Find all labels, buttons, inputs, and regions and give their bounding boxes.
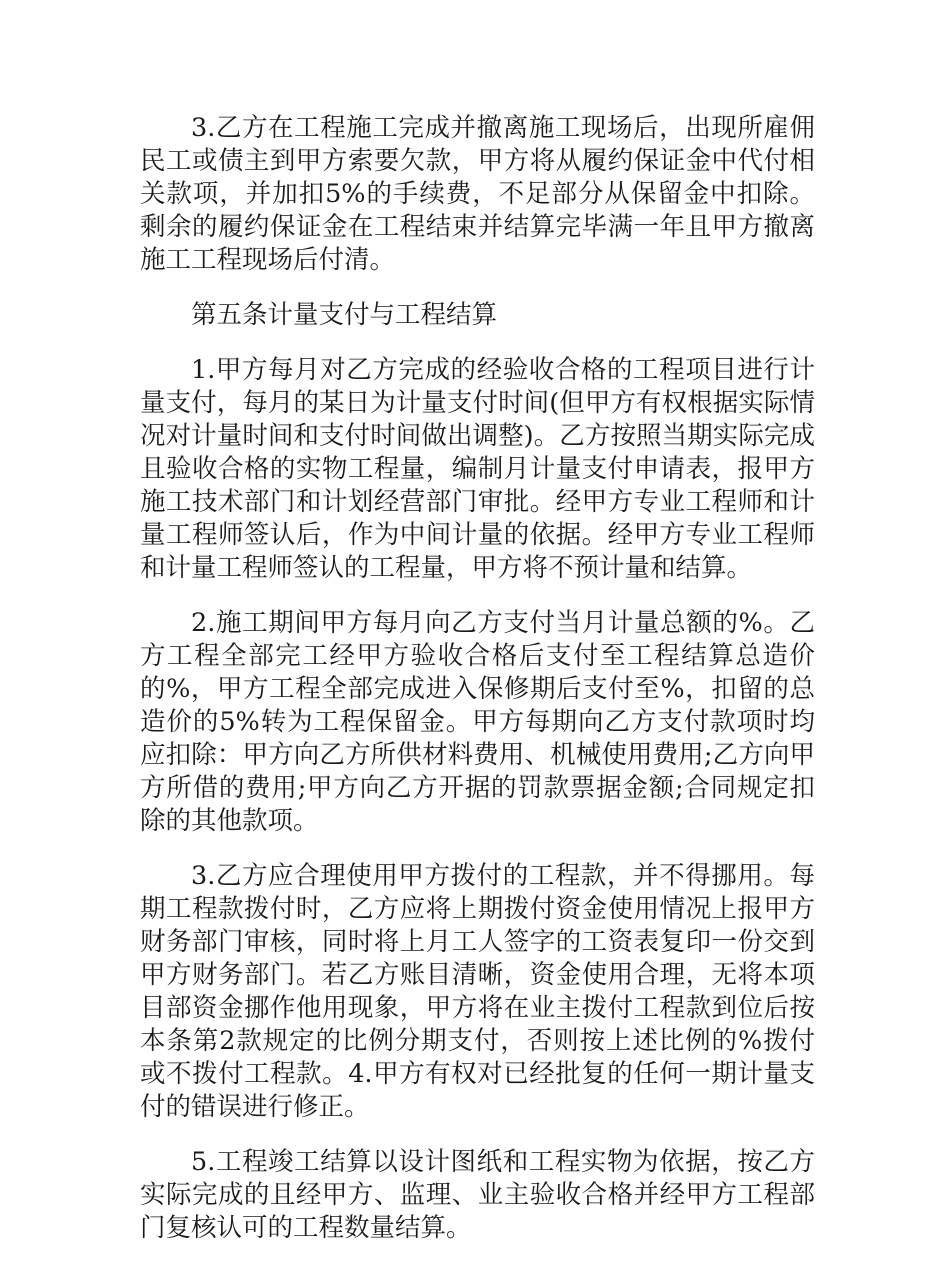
paragraph-clause-3-4-funds: 3.乙方应合理使用甲方拨付的工程款，并不得挪用。每期工程款拨付时，乙方应将上期拨付资金使用情况上报甲方财务部门审核，同时将上月工人签字的工资表复印一份交到甲方财务部门。若乙方账目清晰，资金使用合理，无将本项目部资金挪作他用现象，甲方将在业主拨付工程款到位后按本条第2款规定的比例分期支付，否则按上述比例的%拨付或不拨付工程款。4.甲方有权对已经批复的任何一期计量支付的错误进行修正。 xyxy=(140,861,815,1122)
paragraph-clause-1-measurement: 1.甲方每月对乙方完成的经验收合格的工程项目进行计量支付，每月的某日为计量支付时间(但甲方有权根据实际情况对计量时间和支付时间做出调整)。乙方按照当期实际完成且验收合格的实物工程量，编制月计量支付申请表，报甲方施工技术部门和计划经营部门审批。经甲方专业工程师和计量工程师签认后，作为中间计量的依据。经甲方专业工程师和计量工程师签认的工程量，甲方将不预计量和结算。 xyxy=(140,355,815,583)
paragraph-clause-2-payment: 2.施工期间甲方每月向乙方支付当月计量总额的%。乙方工程全部完工经甲方验收合格后支付至工程结算总造价的%，甲方工程全部完成进入保修期后支付至%，扣留的总造价的5%转为工程保留金。甲方每期向乙方支付款项时均应扣除：甲方向乙方所供材料费用、机械使用费用;乙方向甲方所借的费用;甲方向乙方开据的罚款票据金额;合同规定扣除的其他款项。 xyxy=(140,608,815,836)
section-heading-article-5: 第五条计量支付与工程结算 xyxy=(191,300,498,330)
document-body xyxy=(140,112,815,1267)
paragraph-clause-5-settlement: 5.工程竣工结算以设计图纸和工程实物为依据，按乙方实际完成的且经甲方、监理、业主验收合格并经甲方工程部门复核认可的工程数量结算。 xyxy=(140,1147,815,1243)
paragraph-clause-3-deposit: 3.乙方在工程施工完成并撤离施工现场后，出现所雇佣民工或债主到甲方索要欠款，甲方将从履约保证金中代付相关款项，并加扣5%的手续费，不足部分从保留金中扣除。剩余的履约保证金在工程结束并结算完毕满一年且甲方撤离施工工程现场后付清。 xyxy=(140,113,815,275)
